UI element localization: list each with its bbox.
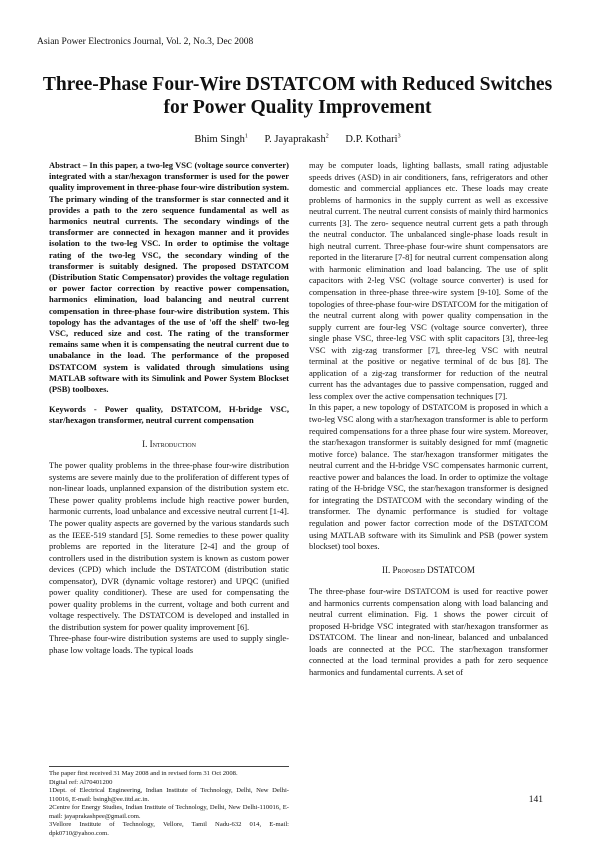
paragraph: The three-phase four-wire DSTATCOM is used for reactive power and harmonics currents compensation along with load balancing and neutral current elimination. Fig. 1 shows the power circuit of proposed H-bridge VSC integrated with star/hexagon transformer as DSTATCOM. The linear and non-linear, balanced and unbalanced loads are connected at the PCC. The star/hexagon transformer connected at the load terminal provides a path for zero sequence harmonics and fundamental currents. A set of bbox=[309, 586, 548, 677]
author-line bbox=[0, 134, 595, 145]
right-column bbox=[309, 160, 548, 679]
paragraph: The power quality problems in the three-phase four-wire distribution systems are severe mainly due to the proliferation of different types of non-linear loads, unplanned expansion of the distribution system etc. These power quality problems include high reactive power burden, harmonic currents, load unbalance and excessive neutral current [1-4]. The power quality aspects are governed by the various standards such as the IEEE-519 standard [5]. Some remedies to these power quality problems are reported in the literature [2-4] and the group of controllers used in the distribution system is known as custom power devices (CPD) which include the DSTATCOM (distribution static compensator), DVR (dynamic voltage restorer) and UPQC (unified power quality conditioner). These are used for compensating the power quality problems in the current, voltage and both current and voltage respectively. The DSTATCOM is developed and installed in the distribution system for power quality improvement [6]. bbox=[49, 460, 289, 632]
author-name: D.P. Kothari bbox=[345, 134, 398, 145]
journal-header: Asian Power Electronics Journal, Vol. 2, No.3, Dec 2008 bbox=[37, 37, 254, 47]
footnote: 2Centre for Energy Studies, Indian Institute of Technology, Delhi, New Delhi-110016, E-mail: jayaprakashpee@gmail.com. bbox=[49, 804, 289, 820]
paragraph: In this paper, a new topology of DSTATCOM is proposed in which a two-leg VSC along with a star/hexagon transformer is able to perform required compensations for a three phase four wire system. Moreover, the star/hexagon transformer is suitably designed for mmf (magnetic motive force) balance. The star/hexagon transformer mitigates the neutral current and the H-bridge VSC compensates harmonic current, reactive power and balances the load. In order to optimize the voltage rating of the H-bridge VSC, the star/hexagon transformer is designed for integrating the DSTATCOM with the secondary winding of the transformer. The dynamic performance is studied for voltage regulation and power factor correction mode of the DSTATCOM using MATLAB software with its Simulink and PSB (power system blockset) tool boxes. bbox=[309, 402, 548, 552]
abstract: Abstract – In this paper, a two-leg VSC (voltage source converter) integrated with a star/hexagon transformer is used for the power quality improvement in three-phase four-wire distribution system. The primary winding of the transformer is star connected and it provides a path to the zero sequence fundamental as well as harmonics neutral currents. The secondary windings of the transformer are connected in hexagon manner and it provides isolation to the two-leg VSC. In order to optimise the voltage rating of the two-leg VSC, the secondary winding of the transformer is suitably designed. The proposed DSTATCOM (Distribution Static Compensator) provides the voltage regulation or power factor correction by reactive power compensation, harmonics elimination, load balancing and neutral current compensation in three-phase four-wire distribution system. This topology has the advantages of the use of 'off the shelf' two-leg VSC, reduced size and cost. The rating of the transformer remains same when it is compensating the neutral current due to unabalance in the load. The performance of the proposed DSTATCOM system is validated through simulations using MATLAB software with its Simulink and Power System Blockset (PSB) toolboxes. bbox=[49, 160, 289, 395]
left-column bbox=[49, 160, 289, 657]
paper-title: Three-Phase Four-Wire DSTATCOM with Reduced Switches for Power Quality Improvement bbox=[42, 74, 553, 118]
affiliation-mark: 2 bbox=[325, 133, 329, 140]
paragraph: Three-phase four-wire distribution systems are used to supply single-phase low voltage loads. The typical loads bbox=[49, 633, 289, 655]
footnote: The paper first received 31 May 2008 and in revised form 31 Oct 2008. bbox=[49, 770, 238, 777]
paragraph: may be computer loads, lighting ballasts, small rating adjustable speeds drives (ASD) in air conditioners, fans, refrigerators and other domestic and commercial appliances etc. These loads may create problems of harmonics in the supply current as well as excessive neutral current. The neutral current consists of mainly third harmonics currents [3]. The zero- sequence neutral current gets a path through the neutral conductor. The unbalanced single-phase loads result in high neutral current. Three-phase four-wire shunt compensators are reported in the literarure [7-8] for neutral current compensation along with harmonic elimination and load balancing. The use of split capacitors with 2-leg VSC (voltage source converter) is used for compensation in three-phase three-wire system [9-10]. Some of the topologies of three-phase four-wire DSTATCOM for the mitigation of the neutral current along with power quality compensation in the supply current are four-leg VSC (voltage source converter), three single phase VSC, three-leg VSC with split capacitors [3], three-leg VSC with zig-zag transformer [7], three-leg VSC with neutral terminal at the positive or negative terminal of dc bus [8]. The application of a zig-zag transformer for reduction of the neutral current has the advantages due to passive compensation, rugged and less complex over the active compensation techniques [7]. bbox=[309, 160, 548, 401]
author-1 bbox=[194, 134, 247, 145]
footnote: 1Dept. of Electrical Engineering, Indian Institute of Technology, Delhi, New Delhi-110016, E-mail: bsingh@ee.iitd.ac.in. bbox=[49, 787, 289, 803]
footnote: 3Vellore Institute of Technology, Vellore, Tamil Nadu-632 014, E-mail: dpk0710@yahoo.com. bbox=[49, 821, 289, 837]
affiliation-mark: 1 bbox=[244, 133, 248, 140]
page-number: 141 bbox=[528, 795, 543, 805]
author-2 bbox=[265, 134, 329, 145]
author-3 bbox=[345, 134, 400, 145]
footnotes bbox=[49, 766, 289, 838]
section-heading-introduction: I. Introduction bbox=[142, 438, 196, 449]
section-heading-proposed-dstatcom: II. Proposed DSTATCOM bbox=[382, 564, 475, 575]
author-name: P. Jayaprakash bbox=[264, 134, 326, 145]
footnote: Digital ref: Al70401200 bbox=[49, 778, 113, 786]
keywords: Keywords - Power quality, DSTATCOM, H-bridge VSC, star/hexagon transformer, neutral current compensation bbox=[49, 404, 289, 426]
affiliation-mark: 3 bbox=[397, 133, 401, 140]
author-name: Bhim Singh bbox=[194, 134, 245, 145]
